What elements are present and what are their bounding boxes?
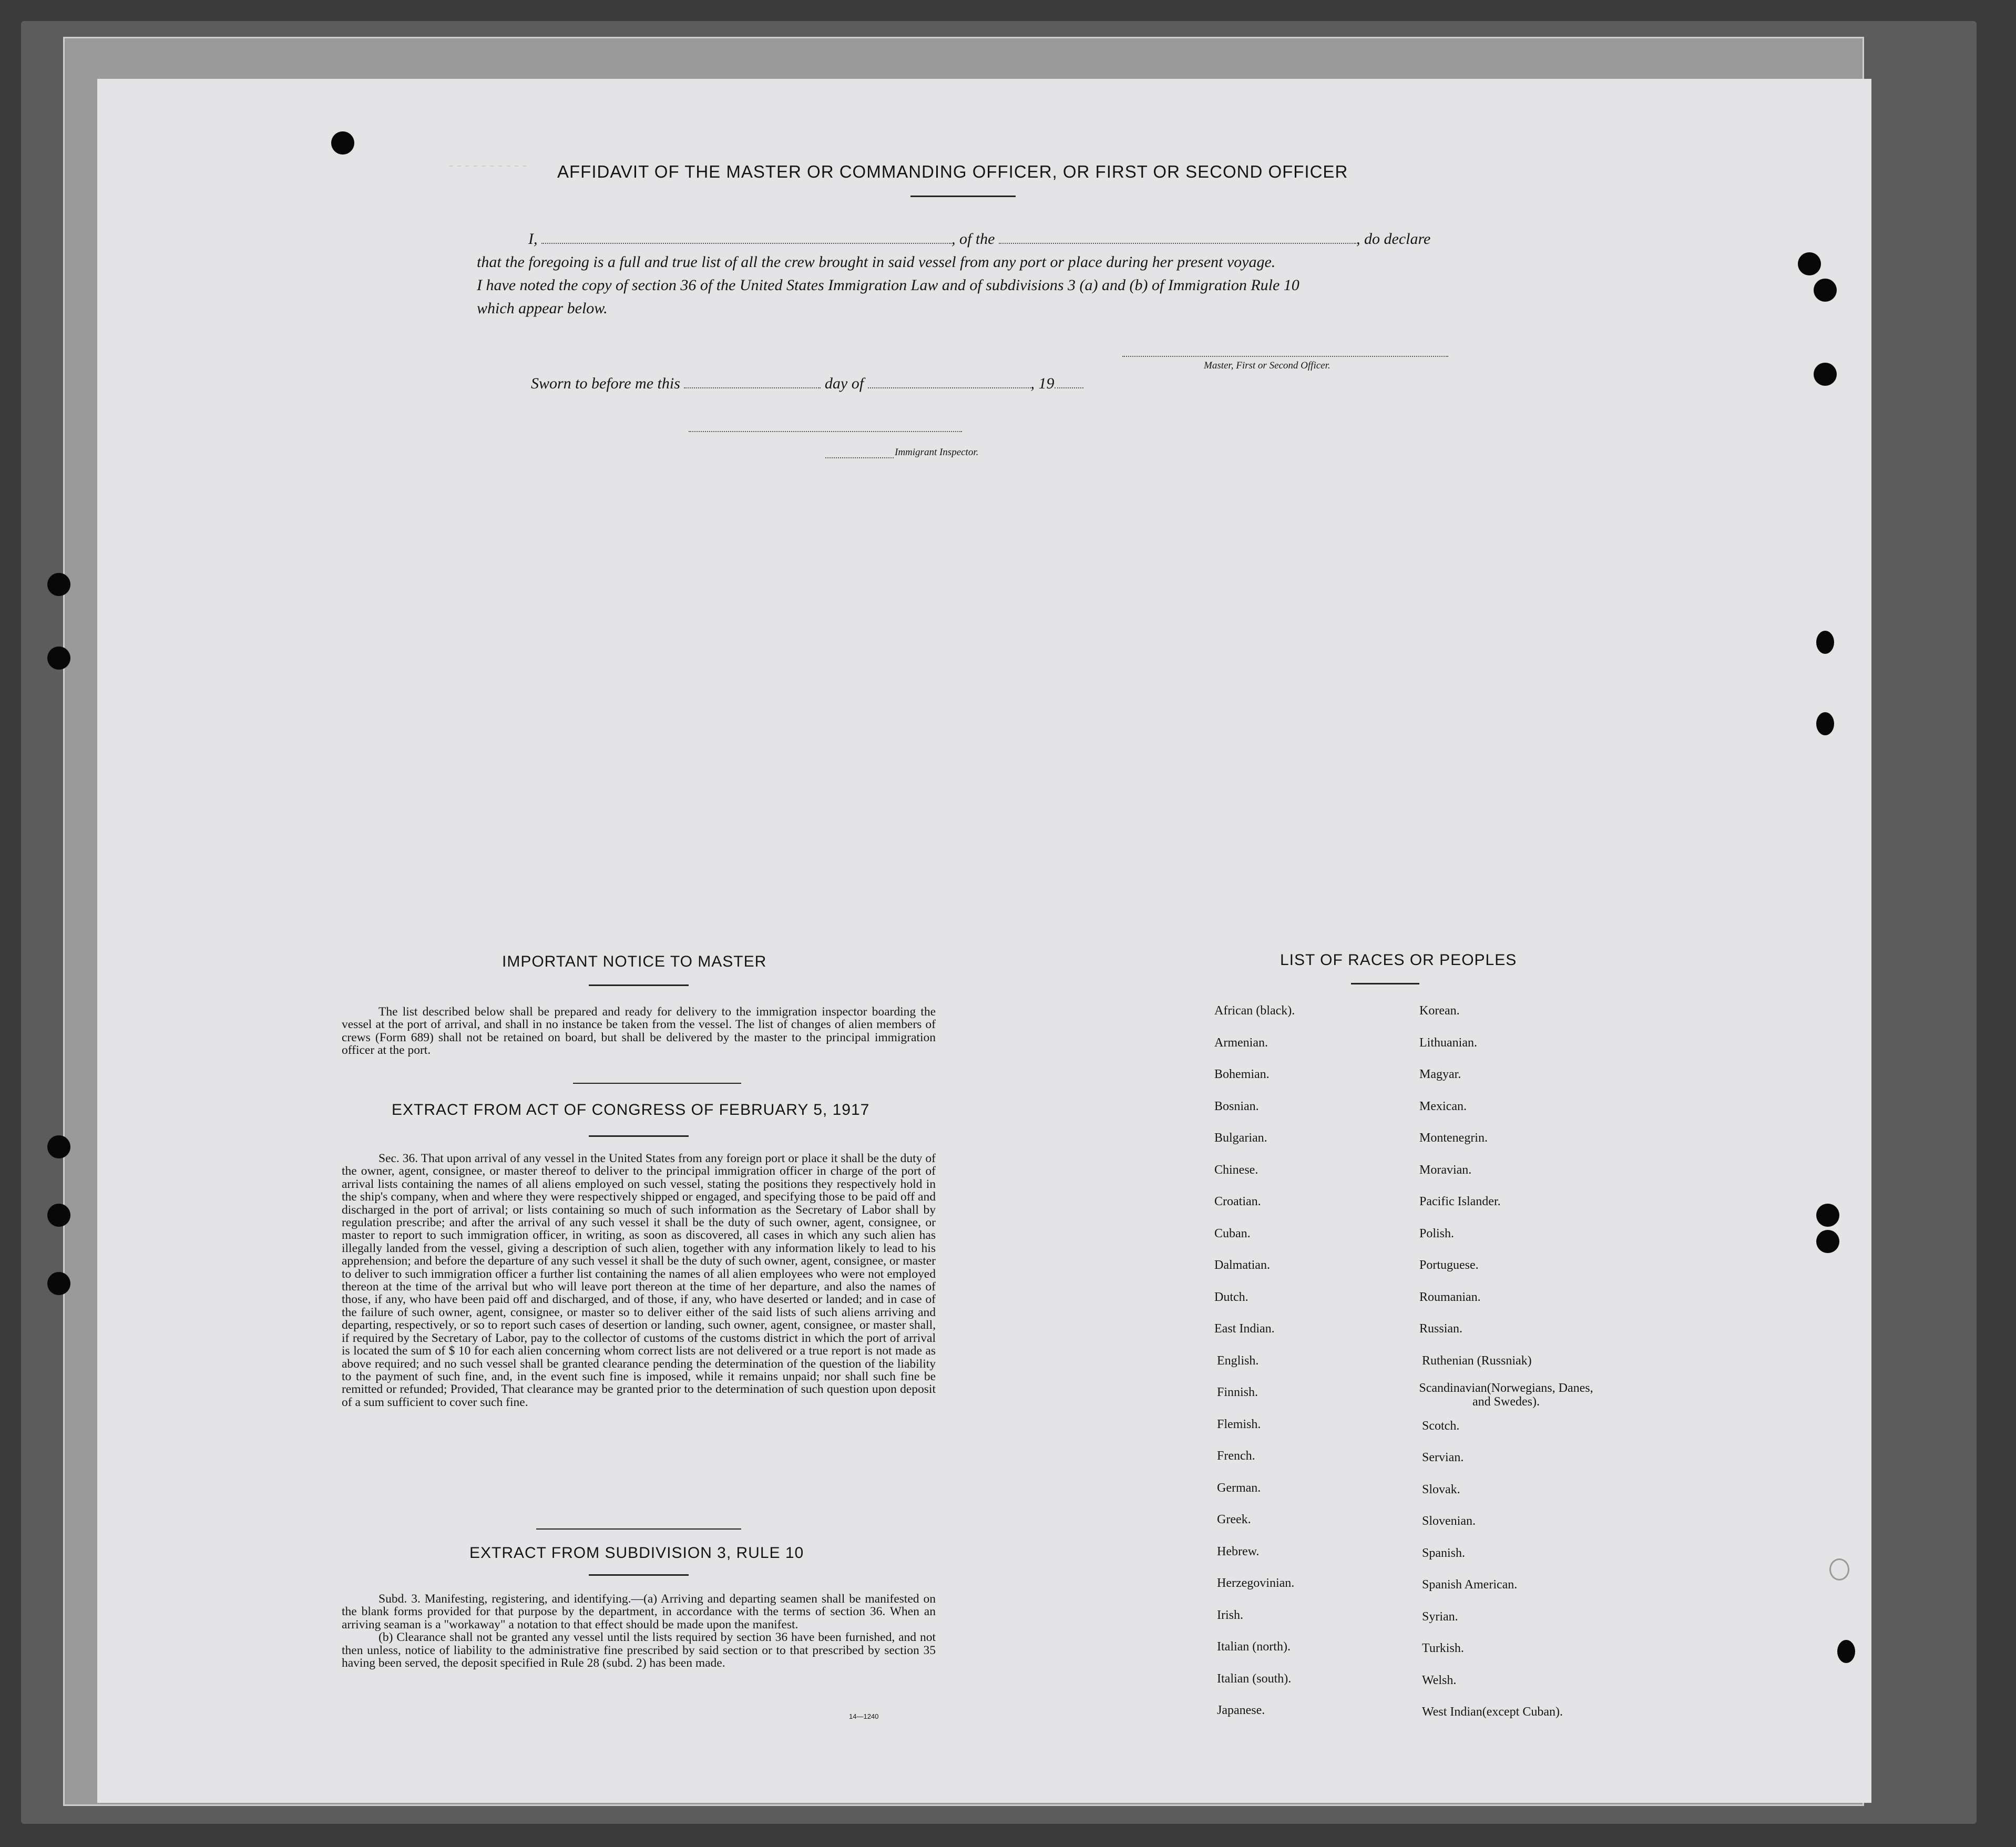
subd3b-paragraph: (b) Clearance shall not be granted any vessel until the lists required by section 36 have been furnished, and not then unless, notice of liability to the administrative fine prescribed by said section or to that prescribed by section 35 having been served, the deposit specified in Rule 28 (subd. 2) has been made. <box>342 1630 936 1670</box>
name-field[interactable] <box>541 231 951 244</box>
race-item: English. <box>1217 1353 1259 1368</box>
race-item: West Indian(except Cuban). <box>1422 1705 1563 1719</box>
notice-text <box>342 1005 936 1057</box>
race-item: Irish. <box>1217 1608 1243 1622</box>
extract-rule-title: EXTRACT FROM SUBDIVISION 3, RULE 10 <box>469 1544 804 1562</box>
extract-act-title: EXTRACT FROM ACT OF CONGRESS OF FEBRUARY 5, 1917 <box>392 1101 870 1119</box>
race-item: German. <box>1217 1481 1261 1495</box>
race-item: Roumanian. <box>1419 1290 1481 1304</box>
inspector-label: Immigrant Inspector. <box>895 447 979 458</box>
sworn-day-field[interactable] <box>684 376 821 388</box>
race-item: Finnish. <box>1217 1386 1258 1399</box>
punch-hole <box>1837 1640 1855 1663</box>
race-item: Hebrew. <box>1217 1544 1260 1558</box>
punch-hole <box>47 1135 70 1158</box>
race-item: Flemish. <box>1217 1417 1261 1431</box>
race-item: Greek. <box>1217 1513 1251 1526</box>
race-item: Mexican. <box>1419 1099 1467 1113</box>
races-title: LIST OF RACES OR PEOPLES <box>1280 951 1517 969</box>
affidavit-title: AFFIDAVIT OF THE MASTER OR COMMANDING OFFICER, OR FIRST OR SECOND OFFICER <box>557 162 1348 181</box>
race-item: Spanish. <box>1422 1546 1466 1560</box>
punch-hole <box>1816 631 1834 654</box>
race-item: Scotch. <box>1422 1419 1460 1433</box>
inspector-signature-field[interactable] <box>689 419 962 432</box>
extract-rule-rule <box>589 1574 689 1576</box>
punch-hole <box>1816 712 1834 735</box>
punch-hole <box>1816 1230 1839 1253</box>
race-item: Spanish American. <box>1422 1578 1518 1592</box>
race-item: Chinese. <box>1214 1163 1258 1177</box>
race-item: Bohemian. <box>1214 1068 1270 1081</box>
sworn-year-label: , 19 <box>1030 375 1055 392</box>
race-item: Moravian. <box>1419 1163 1472 1177</box>
race-item: Croatian. <box>1214 1195 1261 1208</box>
race-item: Japanese. <box>1217 1704 1265 1717</box>
sworn-line <box>531 375 1083 393</box>
race-item: Servian. <box>1422 1451 1464 1464</box>
punch-hole <box>47 1272 70 1295</box>
race-item: Portuguese. <box>1419 1258 1479 1272</box>
affidavit-i: I, <box>528 230 538 248</box>
affidavit-declare: , do declare <box>1356 230 1431 248</box>
extract-act-rule <box>589 1135 689 1137</box>
race-item: Magyar. <box>1419 1068 1461 1081</box>
form-number: 14—1240 <box>849 1712 879 1720</box>
affidavit-line2: that the foregoing is a full and true list of all the crew brought in said vessel from any port or place during her present voyage. <box>477 253 1276 271</box>
race-item: Lithuanian. <box>1419 1035 1477 1050</box>
sec36-paragraph: Sec. 36. That upon arrival of any vessel in the United States from any foreign port or place it shall be the duty of the owner, agent, consignee, or master thereof to deliver to the principal immigration officer in charge of the port of arrival lists containing the names of all aliens employed on such vessel, stating the positions they respectively hold in the ship's company, when and where they were respectively shipped or engaged, and specifying those to be paid off and discharged in the port of arrival; or lists containing so much of such information as the Secretary of Labor shall by regulation prescribe; and after the arrival of any such vessel it shall be the duty of such owner, agent, consignee, or master to report to such immigration officer, in writing, as soon as discovered, all cases in which any such alien has illegally landed from the vessel, giving a description of such alien, together with any information likely to lead to his apprehension; and before the departure of any such vessel it shall be the duty of such owner, agent, consignee, or master to deliver to such immigration officer a further list containing the names of all alien employees who were not employed thereon at the time of the arrival but who will leave port thereon at the time of her departure, and also the names of those, if any, who have been paid off and discharged, and of those, if any, who have deserted or landed; and in case of the failure of such owner, agent, consignee, or master so to deliver either of the said lists of such aliens arriving and departing, respectively, or so to report such cases of desertion or landing, such owner, agent, consignee, or master shall, if required by the Secretary of Labor, pay to the collector of customs of the customs district in which the port of arrival is located the sum of $ 10 for each alien concerning whom correct lists are not delivered or a true report is not made as above required; and no such vessel shall be granted clearance pending the determination of the question of the liability to the payment of such fine, and, in the event such fine is imposed, while it remains unpaid; nor shall such fine be remitted or refunded; Provided, That clearance may be granted prior to the determination of such question upon deposit of a sum sufficient to cover such fine. <box>342 1152 936 1409</box>
punch-hole <box>47 573 70 596</box>
race-item: Welsh. <box>1422 1673 1457 1687</box>
race-item: Russian. <box>1419 1322 1463 1336</box>
punch-hole <box>1798 252 1821 275</box>
subd3a-paragraph: Subd. 3. Manifesting, registering, and identifying.—(a) Arriving and departing seamen shall be manifested on the blank forms provided for that purpose by the department, in accordance with the terms of section 36. When an arriving seaman is a "workaway" a notation to that effect should be made upon the manifest. <box>342 1592 936 1631</box>
race-item: Turkish. <box>1422 1641 1464 1655</box>
race-item: Pacific Islander. <box>1419 1195 1501 1208</box>
race-item: Montenegrin. <box>1419 1131 1488 1145</box>
master-signature-label: Master, First or Second Officer. <box>1204 360 1331 371</box>
race-item: Ruthenian (Russniak) <box>1422 1353 1532 1368</box>
race-item: Bosnian. <box>1214 1099 1259 1113</box>
race-item: Italian (north). <box>1217 1640 1291 1654</box>
race-item: Scandinavian(Norwegians, Danes, and Swedes). <box>1419 1381 1593 1409</box>
race-item: Bulgarian. <box>1214 1131 1267 1145</box>
race-item: East Indian. <box>1214 1322 1275 1336</box>
races-rule <box>1351 983 1419 984</box>
affidavit-line4: which appear below. <box>477 300 608 317</box>
notice-rule <box>589 984 689 986</box>
race-item: Dalmatian. <box>1214 1258 1270 1272</box>
race-item: Syrian. <box>1422 1609 1458 1624</box>
sworn-day-of: day of <box>824 375 864 392</box>
inspector-signature-field-2[interactable] <box>825 446 894 458</box>
punch-hole <box>1816 1204 1839 1227</box>
bleed-through-text: ˉˉˉˉˉˉˉˉˉˉ <box>447 163 529 179</box>
punch-hole <box>1814 363 1837 386</box>
race-item: Cuban. <box>1214 1226 1251 1240</box>
race-item: Polish. <box>1419 1226 1455 1240</box>
notice-paragraph: The list described below shall be prepared and ready for delivery to the immigration inspector boarding the vessel at the port of arrival, and shall in no instance be taken from the vessel. The list of changes of alien members of crews (Form 689) shall not be retained on board, but shall be delivered by the master to the principal immigration officer at the port. <box>342 1005 936 1058</box>
race-item: Herzegovinian. <box>1217 1576 1295 1590</box>
race-item: French. <box>1217 1449 1255 1463</box>
vessel-field[interactable] <box>999 231 1356 244</box>
extract-act-text <box>342 1152 936 1409</box>
affidavit-line3: I have noted the copy of section 36 of the United States Immigration Law and of subdivisions 3 (a) and (b) of Immigration Rule 10 <box>477 276 1299 294</box>
punch-hole <box>1829 1558 1849 1581</box>
title-rule <box>910 196 1016 197</box>
extract-rule-text <box>342 1593 936 1669</box>
divider-rule-2 <box>536 1528 741 1530</box>
race-item: Italian (south). <box>1217 1671 1292 1686</box>
affidavit-of-the: , of the <box>951 230 995 248</box>
race-item: African (black). <box>1214 1004 1295 1018</box>
divider-rule <box>573 1083 741 1084</box>
race-item: Armenian. <box>1214 1035 1268 1050</box>
race-item: Slovak. <box>1422 1482 1460 1496</box>
race-item: Slovenian. <box>1422 1514 1476 1528</box>
race-item: Korean. <box>1419 1004 1460 1018</box>
punch-hole <box>1814 279 1837 302</box>
master-signature-field[interactable] <box>1122 344 1448 357</box>
affidavit-line1 <box>528 230 1430 248</box>
punch-hole <box>331 131 354 155</box>
punch-hole <box>47 1204 70 1227</box>
sworn-prefix: Sworn to before me this <box>531 375 680 392</box>
punch-hole <box>47 647 70 670</box>
sworn-month-field[interactable] <box>868 376 1031 388</box>
sworn-year-field[interactable] <box>1055 376 1083 388</box>
form-page <box>97 79 1871 1803</box>
race-item: Dutch. <box>1214 1290 1249 1304</box>
notice-title: IMPORTANT NOTICE TO MASTER <box>502 953 767 970</box>
